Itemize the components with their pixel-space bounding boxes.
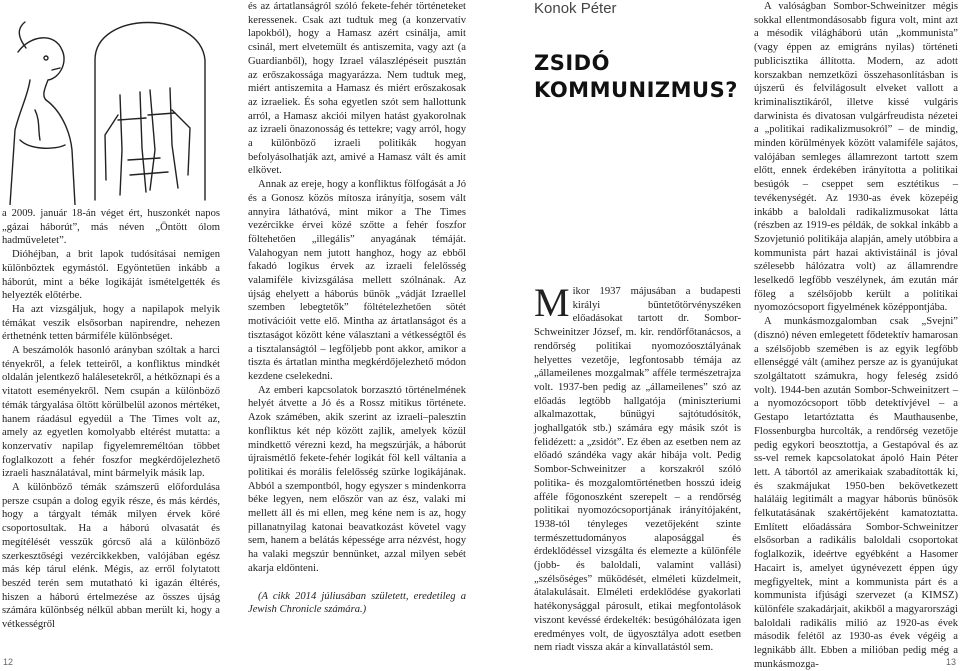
paragraph: A beszámolók hasonló arányban szóltak a harci tényekről, a felek tetteiről, a konfliktus mindkét oldalán jelentkező halálesetekről, a hétköznapi és a vitatott eseményekről. Nem csupán a különböző témák tárgyalása öltött körülbelül azonos mértéket, hanem ráadásul egyedül a The Times volt az, amely az egyetlen komolyabb eltérést mutatta: a konzervatív napilap figyelemreméltóan többet foglalkozott a fehér foszfor megkérdőjelezhető izraeli használatával, mint bármelyik másik lap. [2,345,220,480]
paragraph: Az emberi kapcsolatok borzasztó történelmének helyét átvette a Jó és a Rossz mitikus története. Azok számében, akik szerint az izraeli–palesztin konfliktus két nép között zajlik, amelyek közül mindkettő vérezni kezd, ha megszúrják, a háborút újraismétlő fekete-fehér logikát föl kell váltania a politikai és morális felelősség szürke logikájának. Abból a szempontból, hogy egyszer s mindenkorra béke legyen, nem először van az ész, valaki mi mellett áll és mi ellen, meg kéne nem is az, hogy pillanatnyilag katonai beavatkozást követel vagy sem, hanem a belátás képessége arra nézvést, hogy ha valaki megszúr bennünket, azzal milyen sebét akarja eldönteni. [248,384,466,574]
paragraph: a 2009. január 18-án véget ért, huszonkét napos „gázai háborút”, más néven „Öntött ólom hadműveletet”. [2,208,220,247]
paragraph: A munkásmozgalomban csak „Svejni” (disznó) néven emlegetett fődetektív hamarosan a szélsőjobb szemében is az egyik legfőbb ellenséggé vált (amihez persze az is gyanújukat szolgáltatott számukra, hogy feleség zsidó volt). 1944-ben azután Sombor-Schweinitzert – a nyomozócsoport több detektívjével – a Gestapo letartóztatta és Mauthausenbe, Flossenburgba hurcolták, a rendőrség vezetője pedig egykori beosztottja, a Gestapóval és az ss-vel remek kapcsolatokat ápoló Hain Péter lett. A tábortól az amerikaiak szabadították ki, és szakmájukat 1950-ben bekövetkezett haláláig legitimált a magyar háborús bűnösök felkutatásának szakértőjeként kamatoztatta. Említett előadássára Sombor-Schweinitzer elsősorban a radikális baloldali csoportokat foglalkozik, ideértve egyébként a Hasomer Hacairt is, amelyet úgynévezett éppen úgy megfigyeltek, mint a kommunista párt és a kommunista ifjúsági szervezet (a KIMSZ) különféle szakadárjait, akikből a magyarországi baloldali radikális milió az 1920-as évek második felétől az 1930-as évek végéig a legnikább állt. Ebben a milióban pedig még a munkásmozga- [754,316,958,670]
sketch-illustration [0,0,230,205]
intro-paragraph: ikor 1937 májusában a budapesti királyi büntetőtörvényszéken előadásokat tartott dr. Sombor-Schweinitzer József, m. kir. rendőrfőtanácsos, a rendőrség politikai nyomozóosztályának helyettes vezetője, legfontosabb témája az „állameilenes mozgalmak” afféle természetrajza volt. 1937-ben pedig az „állameilenes” szó az előadás legtöbb hallgatója (miniszteriumi alkalmazottak, bűnügyi sajtótudósítók, joghallgatók stb.) számára egy másik szót is felidézett: a „zsidót”. Ez ében az esetben nem az előadó szándéka vagy akár hibája volt. Pedig Sombor-Schweinitzer a korszakról szóló politika- és mozgalomtörténetben hosszú ideig afféle főgonoszként szerepelt – a rendőrség politikai nyomozócsoportjának irányítójaként, 1938-tól tényleges vezetőjeként szinte természettudományos alaposággal és érdeklődéssel vizsgálta és elemezte a különféle (jobb- és baloldali, valamint vallási) „szélsőséges” működését, elméleti küzdelmeit, átalakulásait. Elméleti erdeklődése gyakorlati hatékonysággal párosult, etikai megfontolások viszont kevéssé érdekelték: besúgóhálózata igen eredményes volt, de ügyosztálya adott esetben nem riadt vissza akár a kínvallatástól sem. [534,286,741,654]
paragraph: Annak az ereje, hogy a konfliktus fölfogását a Jó és a Gonosz közös mítosza irányítja, sosem vált annyira láthatóvá, mint mikor a The Times vezércikke érvei közé szőtte a fehér foszfor föltehetően „illegális” anyagának témáját. Valahogyan nem jutott hanghoz, hogy az ebből fakadó logikus érvek az izraeli felelősség valamiféle kivizsgálása mellett szólnának. Az újság ehelyett a háborús bűnök „vádját Izraellel szemben lebegtetők” föltételezhetően sötét motivációit vette elő. Mintha az ártatlanságot és a tisztaságot között kéne választani a vétkességtől és a tisztalanságtól – legföljebb pont akkor, amikor a tiszta és ártatlan mintha megkérdőjelezhető módon kezdene cselekedni. [248,179,466,382]
article-title: ZSIDÓ KOMMUNIZMUS? [534,51,738,102]
drop-cap: M [534,280,570,325]
intro-column [534,280,741,655]
page-number-left: 12 [3,657,14,667]
middle-column [248,0,466,617]
paragraph: Dióhéjban, a brit lapok tudósításai nemigen különböztek egymástól. Egyöntetűen inkább a háborút, mint a béke logikáját ismételgették és helyezték előtérbe. [2,249,220,302]
source-note: (A cikk 2014 júliusában született, eredetileg a Jewish Chronicle számára.) [248,590,466,616]
left-column [2,207,220,632]
paragraph: Ha azt vizsgáljuk, hogy a napilapok melyik témákat veszik elsősorban napirendre, nehezen érthetnénk tetten bármiféle különbséget. [2,303,220,343]
paragraph: A valóságban Sombor-Schweinitzer mégis sokkal ellentmondásosabb figura volt, mint azt a mésodik világháború után „kommunista” (vagy éppen az emigráns nyilas) történeti publicisztika állította. Modern, az adott korszakban nemzetközi összehasonlításban is újszerű és felvilágosult elveket vallott a kriminalisztikáról, illetve kissé vulgáris darwinista és divatosan vulgárfreudista nézetei a „politikai radikalizmusokról” – de mindig, minden körülmények között valamiféle sajátos, valójában semleges államrezont tartott szem előtt, ennek érdekében irányította a politikai besúgók – cseppet sem esztétikus – tevékenységét. Az 1930-as évek közepéig inkább a baloldali radikalizmusokat látta (részben az 1919-es példák, de sokkal inkább a Szovjetunió politikája alapján, amely utóbbira a kommunista párt hazai aktivistáinál is jóval szélesebb hálózatra volt) az államrendre leselkedő legfőbb veszélynek, ám ezután már főleg a szélsőjobb került a politikai nyomozócsoport figyelmének középpontjába. [754,1,958,314]
paragraph: és az ártatlanságról szóló fekete-fehér történeteket keressenek. Csak azt tudtuk meg (a konzervatív lapokból), hogy a Hamasz azért csinálja, amit csinál, mert elvetemült és antiszemita, vagy azt (a Guardianből), hogy Izrael válaszlépéseit pusztán az erőszakossága magyarázza. Nem tudtuk meg, miért antiszemita a Hamasz és miért erőszakosak az izraeliek. És soha egyetlen szót sem hallottunk arról, a Hamasz akciói milyen hatást gyakorolnak az izraeli önazonosság és tettekre; vagy arról, hogy a különböző izraeli politikák hogyan befolyásolhatják azt, amivé a Hamasz vált és amit elkövet. [248,1,466,177]
article-author: Konok Péter [534,0,617,17]
paragraph: A különböző témák számszerű előfordulása persze csupán a dolog egyik része, és más kérdés, hogy a tárgyalt témák milyen érvek köré csoportosultak. Ha a háború olvasatát és megítélését vesszük górcső alá a különböző szerkesztőségi vezércikkekben, valójában egész más kép tárul elénk. Mégis, az erről folytatott beszéd terén sem mutatható ki igazán éltérés, hiszen a háború értelmezése az összes újság számára különbség nélkül abban merült ki, hogy a vétkességről [2,482,220,631]
right-column [754,0,958,671]
page-number-right: 13 [945,657,956,667]
